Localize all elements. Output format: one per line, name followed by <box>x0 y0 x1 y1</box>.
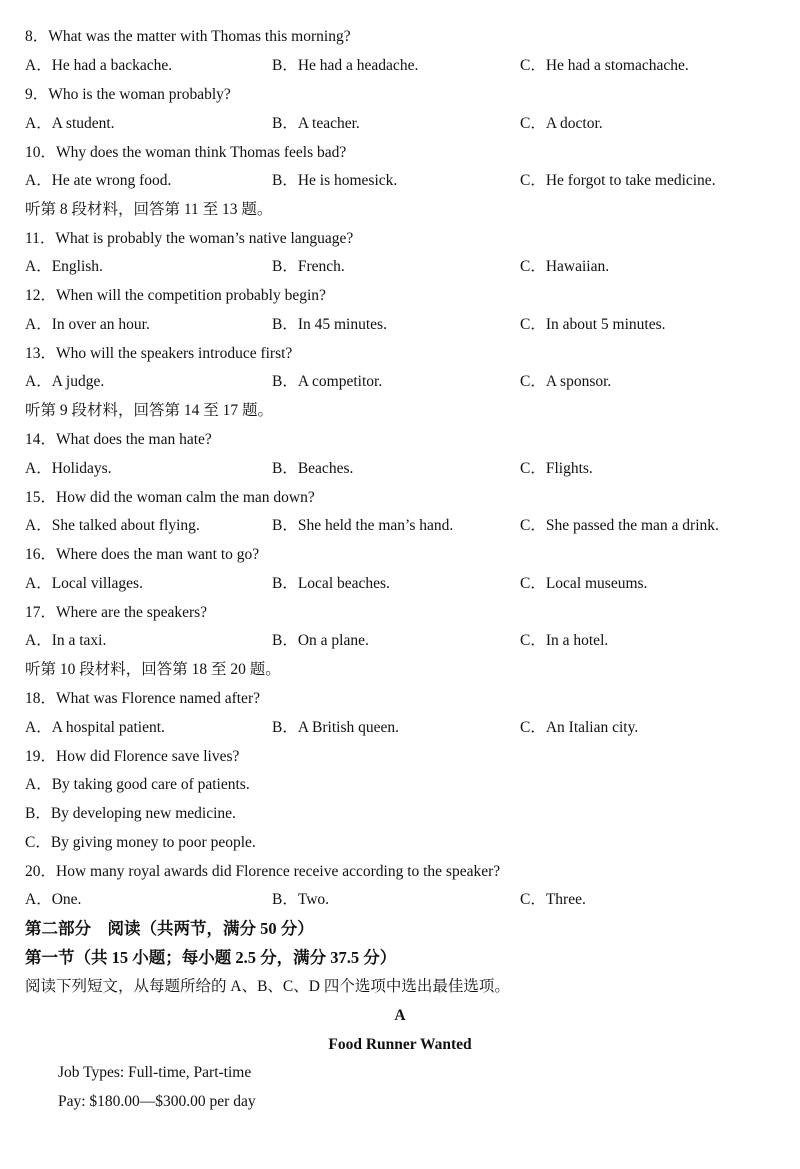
question-9-option-b: B．A teacher. <box>272 115 360 132</box>
question-20-option-b: B．Two. <box>272 891 330 908</box>
question-11-option-a: A．English. <box>25 258 103 275</box>
question-16-option-c: C．Local museums. <box>520 575 648 592</box>
question-19-stem: 19．How did Florence save lives? <box>25 748 240 765</box>
question-18-option-c: C．An Italian city. <box>520 719 639 736</box>
question-12-option-b: B．In 45 minutes. <box>272 316 387 333</box>
question-10-option-a: A．He ate wrong food. <box>25 172 172 189</box>
question-11-option-c: C．Hawaiian. <box>520 258 610 275</box>
question-15-stem: 15．How did the woman calm the man down? <box>25 489 315 506</box>
question-16-stem: 16．Where does the man want to go? <box>25 546 260 563</box>
question-8-option-c: C．He had a stomachache. <box>520 57 689 74</box>
part2-section1-title: 第一节（共 15 小题；每小题 2.5 分，满分 37.5 分） <box>25 948 397 967</box>
question-17-option-a: A．In a taxi. <box>25 632 107 649</box>
question-13-stem: 13．Who will the speakers introduce first? <box>25 345 293 362</box>
question-11-option-b: B．French. <box>272 258 345 275</box>
question-16-option-a: A．Local villages. <box>25 575 143 592</box>
question-18-stem: 18．What was Florence named after? <box>25 690 260 707</box>
section-instruction-9: 听第 9 段材料，回答第 14 至 17 题。 <box>25 402 274 419</box>
question-8-option-a: A．He had a backache. <box>25 57 173 74</box>
question-9-stem: 9．Who is the woman probably? <box>25 86 231 103</box>
question-17-stem: 17．Where are the speakers? <box>25 604 208 621</box>
question-8-stem: 8．What was the matter with Thomas this morning? <box>25 28 351 45</box>
section-instruction-8: 听第 8 段材料，回答第 11 至 13 题。 <box>25 201 273 218</box>
question-12-stem: 12．When will the competition probably begin? <box>25 287 326 304</box>
question-12-option-c: C．In about 5 minutes. <box>520 316 666 333</box>
question-20-option-c: C．Three. <box>520 891 586 908</box>
question-10-stem: 10．Why does the woman think Thomas feels bad? <box>25 144 347 161</box>
question-19-option-a: A．By taking good care of patients. <box>25 776 250 793</box>
question-13-option-a: A．A judge. <box>25 373 105 390</box>
question-10-option-c: C．He forgot to take medicine. <box>520 172 716 189</box>
question-14-option-a: A．Holidays. <box>25 460 112 477</box>
question-17-option-c: C．In a hotel. <box>520 632 609 649</box>
question-13-option-b: B．A competitor. <box>272 373 383 390</box>
question-18-option-b: B．A British queen. <box>272 719 400 736</box>
question-16-option-b: B．Local beaches. <box>272 575 390 592</box>
question-8-option-b: B．He had a headache. <box>272 57 419 74</box>
question-19-option-c: C．By giving money to poor people. <box>25 834 256 851</box>
question-14-option-b: B．Beaches. <box>272 460 354 477</box>
pay: Pay: $180.00—$300.00 per day <box>58 1093 256 1110</box>
question-15-option-b: B．She held the man’s hand. <box>272 517 454 534</box>
question-18-option-a: A．A hospital patient. <box>25 719 165 736</box>
question-13-option-c: C．A sponsor. <box>520 373 612 390</box>
question-9-option-c: C．A doctor. <box>520 115 603 132</box>
part2-title: 第二部分 阅读（共两节，满分 50 分） <box>25 919 314 938</box>
section-instruction-10: 听第 10 段材料，回答第 18 至 20 题。 <box>25 661 281 678</box>
question-11-stem: 11．What is probably the woman’s native language? <box>25 230 354 247</box>
question-19-option-b: B．By developing new medicine. <box>25 805 236 822</box>
question-14-stem: 14．What does the man hate? <box>25 431 212 448</box>
question-12-option-a: A．In over an hour. <box>25 316 150 333</box>
question-14-option-c: C．Flights. <box>520 460 593 477</box>
reading-instruction: 阅读下列短文，从每题所给的 A、B、C、D 四个选项中选出最佳选项。 <box>25 978 510 995</box>
question-20-stem: 20．How many royal awards did Florence receive according to the speaker? <box>25 863 501 880</box>
question-10-option-b: B．He is homesick. <box>272 172 398 189</box>
passage-title: Food Runner Wanted <box>328 1036 472 1053</box>
question-15-option-a: A．She talked about flying. <box>25 517 200 534</box>
question-20-option-a: A．One. <box>25 891 82 908</box>
question-17-option-b: B．On a plane. <box>272 632 369 649</box>
question-9-option-a: A．A student. <box>25 115 115 132</box>
job-types: Job Types: Full-time, Part-time <box>58 1064 252 1081</box>
question-15-option-c: C．She passed the man a drink. <box>520 517 719 534</box>
passage-label: A <box>394 1007 406 1024</box>
